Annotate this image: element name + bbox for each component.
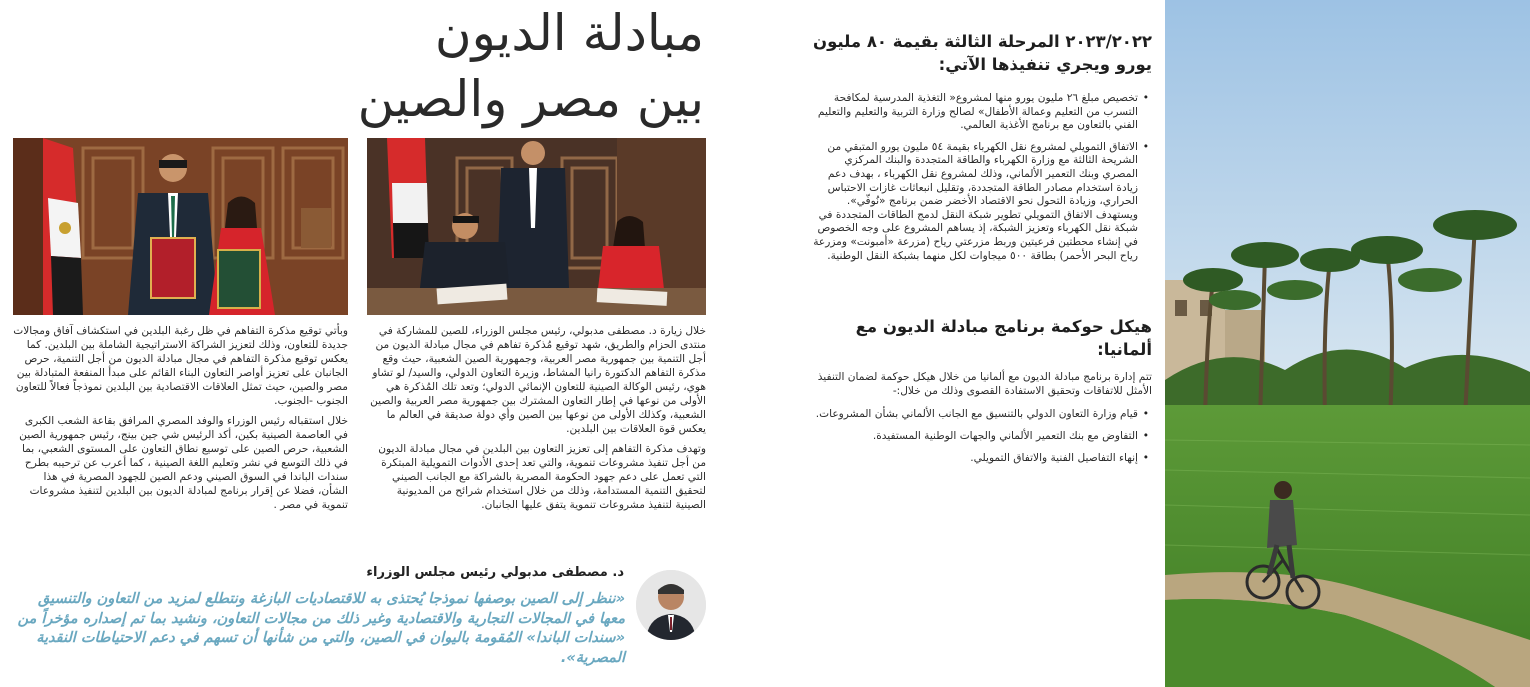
landscape-photo bbox=[1165, 0, 1530, 687]
article-column-middle bbox=[367, 324, 706, 518]
bullet-list bbox=[812, 408, 1152, 465]
section-heading: هيكل حوكمة برنامج مبادلة الديون مع ألمانيا: bbox=[855, 317, 1152, 360]
article-column-right bbox=[812, 30, 1152, 473]
photo-illustration bbox=[13, 138, 348, 315]
article-title bbox=[64, 0, 704, 132]
title-line-1: مبادلة الديون bbox=[434, 4, 704, 62]
photo-signing-memorandum bbox=[367, 138, 706, 315]
pull-quote: «ننظر إلى الصين بوصفها نموذجا يُحتذى به للاقتصاديات البازغة ونتطلع لمزيد من التعاون والتنسيق معها في المجالات التجارية والاقتصادية وغير ذلك من مجالات التعاون، ونشيد بما تم إصداره مؤخراً من «سندات الباندا» المُقومة باليوان في الصين، والتي من شأنها أن تسهم في دعم الاحتياطات النقدية المصرية». bbox=[17, 591, 625, 666]
paragraph: خلال زيارة د. مصطفى مدبولي، رئيس مجلس الوزراء، للصين للمشاركة في منتدى الحزام والطريق، شهد توقيع مُذكرة تفاهم في مجال مبادلة الديون من أجل التنمية بين جمهورية مصر العربية، وجمهورية الصين الشعبية، حيث وقع مذكرة التفاهم الدكتورة رانيا المشاط، وزيرة التعاون الدولي، والسيد/ لو تشاو هوي، رئيس الوكالة الصينية للتعاون الإنمائي الدولي؛ وتعد تلك المُذكرة هي الأولى من نوعها في إطار التعاون المشترك بين جمهورية مصر العربية والصين الشعبية، وكذلك الأولى من نوعها بين الصين وأي دولة صديقة في العالم ما يعكس قوة العلاقات بين البلدين. bbox=[370, 325, 706, 435]
list-item: • إنهاء التفاصيل الفنية والاتفاق التمويلي. bbox=[812, 452, 1138, 466]
quote-author-name: د. مصطفى مدبولي رئيس مجلس الوزراء bbox=[366, 565, 624, 580]
paragraph: تتم إدارة برنامج مبادلة الديون مع ألمانيا من خلال هيكل حوكمة لضمان التنفيذ الأمثل للاتفاقات وتحقيق الاستفادة القصوى وذلك من خلال:- bbox=[817, 371, 1152, 397]
paragraph: وتهدف مذكرة التفاهم إلى تعزيز التعاون بين البلدين في مجال مبادلة الديون من أجل تنفيذ مشروعات تنموية، والتي تعد إحدى الأدوات التمويلية المبتكرة التي تعمل على دعم جهود الحكومة المصرية بالشراكة مع الجانب الصيني لتحقيق التنمية المستدامة، وذلك من خلال استخدام شرائح من المديونية الصينية لتنفيذ مشروعات تنموية يتفق عليها الجانبان. bbox=[378, 443, 706, 511]
paragraph: وبأتي توقيع مذكرة التفاهم في ظل رغبة البلدين في استكشاف آفاق ومجالات جديدة للتعاون، وذلك لتعزيز الشراكة الاستراتيجية الشاملة بين البلدين. كما يعكس توقيع مذكرة التفاهم في مجال مبادلة الديون من أجل التنمية، حرص الجانبان على تعزيز أواصر التعاون البناء القائم على مبدأ المنفعة المتبادلة بين مصر والصين، حيث تمثل العلاقات الاقتصادية بين البلدين نموذجاً فعالاً للتعاون الجنوب -الجنوب. bbox=[13, 325, 348, 407]
title-line-2: بين مصر والصين bbox=[357, 70, 704, 128]
landscape-illustration bbox=[1165, 0, 1530, 687]
list-item: • تخصيص مبلغ ٢٦ مليون يورو منها لمشروع« التغذية المدرسية لمكافحة التسرب من التعليم وعمالة الأطفال» لصالح وزارة التربية والتعليم والتعليم الفني بالتعاون مع برنامج الأغذية العالمي. bbox=[812, 92, 1138, 133]
list-item: • التفاوض مع بنك التعمير الألماني والجهات الوطنية المستفيدة. bbox=[812, 430, 1138, 444]
article-column-left bbox=[13, 324, 348, 518]
portrait-image bbox=[636, 570, 706, 640]
photo-signing-ceremony-handshake bbox=[13, 138, 348, 315]
list-item: • الاتفاق التمويلي لمشروع نقل الكهرباء بقيمة ٥٤ مليون يورو المتبقي من الشريحة الثالثة مع وزارة الكهرباء والطاقة المتجددة والبنك المركزي المصري وبنك التعمير الألماني، وذلك لمشروع نقل الكهرباء ، بهدف دعم زيادة استخدام مصادر الطاقة المتجددة، وتقليل انبعاثات غازات الاحتباس الحراري، وزيادة التحول نحو الاقتصاد الأخضر ضمن برنامج «نُوفّي». ويستهدف الاتفاق التمويلي تطوير شبكة النقل لدمج الطاقات المتجددة في شبكة نقل الكهرباء وتعزيز الشبكة، إذ يساهم المشروع على وجه الخصوص في إنشاء محطتين فرعيتين وربط مزرعتي رياح (مزرعة «أمبونت» ومزرعة رياح البحر الأحمر) بطاقة ٥٠٠ ميجاوات لكل منهما بشبكة النقل الوطنية. bbox=[812, 141, 1138, 263]
avatar bbox=[636, 570, 706, 640]
paragraph: خلال استقباله رئيس الوزراء والوفد المصري المرافق بقاعة الشعب الكبرى في العاصمة الصينية بكين، أكد الرئيس شي جين بينج، رئيس جمهورية الصين الشعبية، حرص الصين على توسيع نطاق التعاون على المستوى الشعبي، بما في ذلك التوسع في نشر وتعليم اللغة الصينية ، كما أعرب عن ترحيبه بطرح سندات الباندا في السوق الصيني ودعم الصين للجهود المصرية في هذا الشأن، فضلا عن إقرار برنامج لمبادلة الديون بين البلدين لتنفيذ مشروعات تنموية في مصر . bbox=[19, 415, 348, 511]
section-heading: ٢٠٢٣/٢٠٢٢ المرحلة الثالثة بقيمة ٨٠ مليون يورو ويجري تنفيذها الآتي: bbox=[813, 32, 1152, 74]
list-item: • قيام وزارة التعاون الدولي بالتنسيق مع الجانب الألماني بشأن المشروعات. bbox=[812, 408, 1138, 422]
bullet-list bbox=[812, 92, 1152, 263]
photo-illustration bbox=[367, 138, 706, 315]
